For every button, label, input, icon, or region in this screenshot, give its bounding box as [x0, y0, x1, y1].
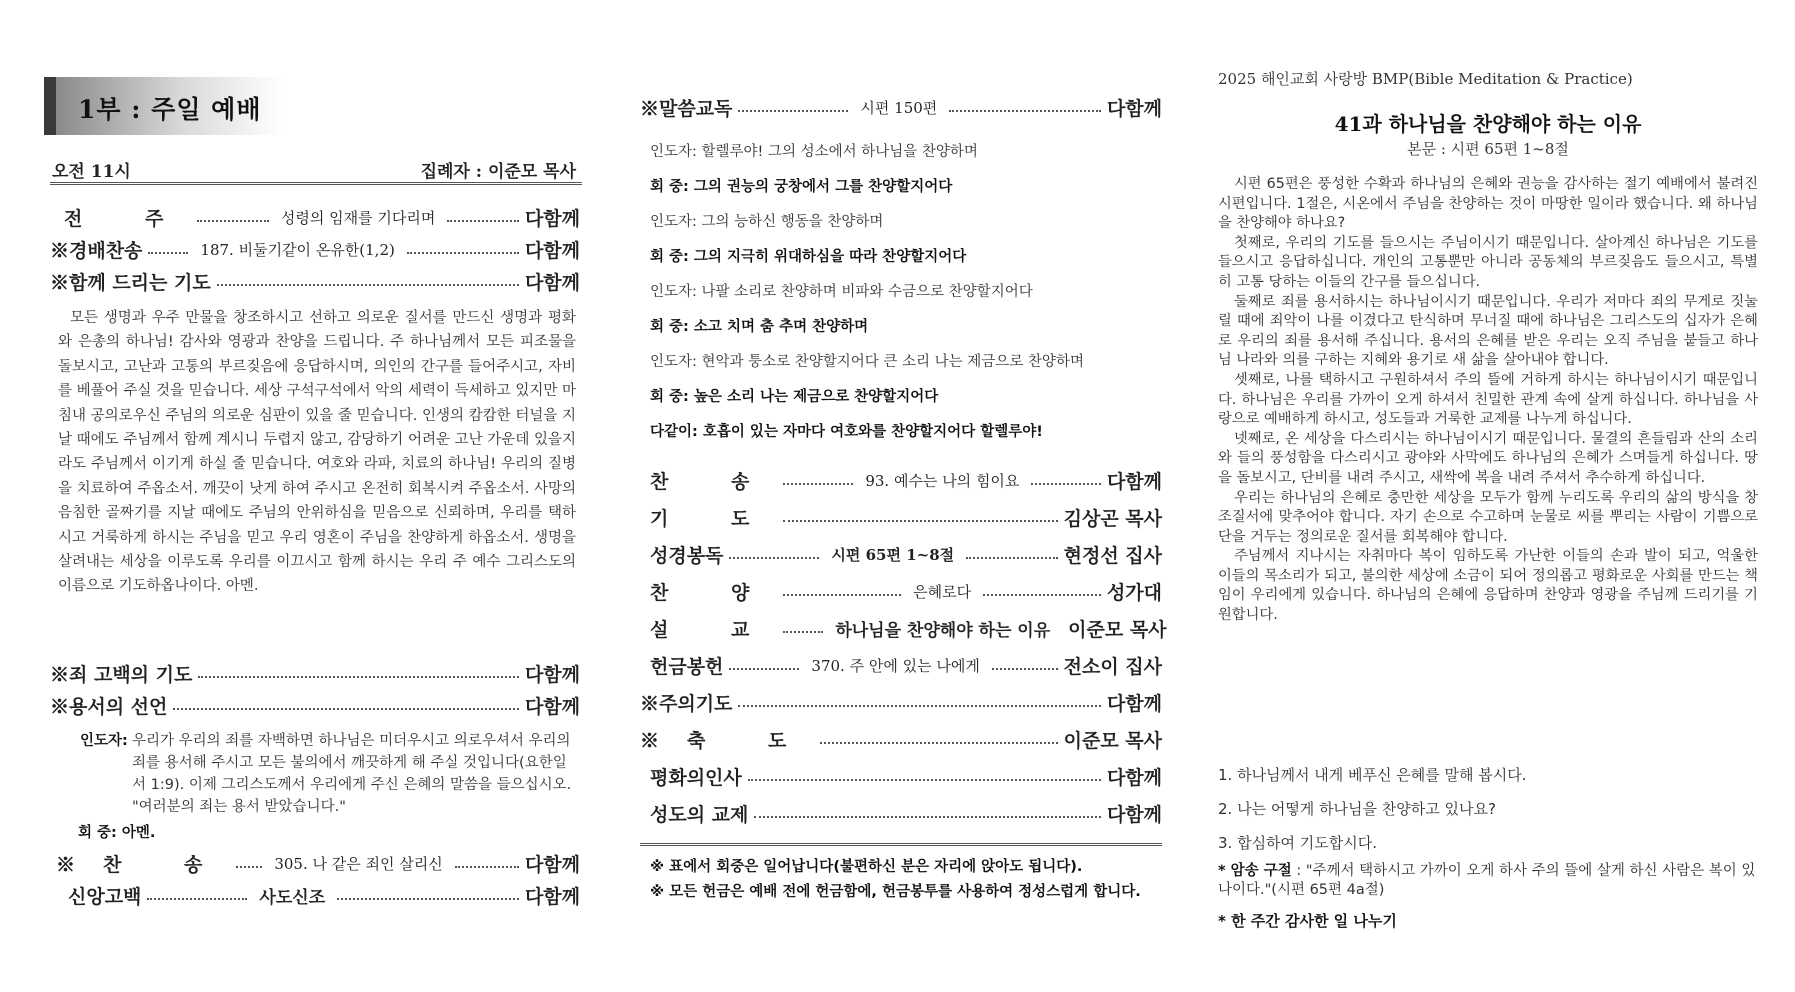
- order-performer: 이준모 목사: [1068, 618, 1167, 641]
- order-label: 설 교: [650, 618, 778, 641]
- responsive-line: 회 중: 그의 권능의 궁창에서 그를 찬양할지어다: [650, 179, 953, 195]
- lesson-paragraph: 둘째로 죄를 용서하시는 하나님이시기 때문입니다. 우리가 저마다 죄의 무게로 짓눌릴 때에 죄악이 나를 이겼다고 탄식하며 무너질 때에 하나님은 그리스도의 십자가 은혜로 우리의 죄를 용서해 주십니다. 용서의 은혜를 받은 우리는 오직 주님을 붙들고 하나님 나라와 의를 구하는 지혜와 용기로 새 삶을 살아내야 합니다.: [1218, 293, 1758, 369]
- leader-dots: [236, 866, 262, 868]
- order-label: ※축 도: [640, 729, 815, 752]
- service-leader: 집례자 : 이준모 목사: [420, 162, 576, 182]
- order-label: ※함께 드리는 기도: [50, 271, 211, 294]
- order-performer: 다함께: [1106, 766, 1162, 789]
- leader-dots: [1031, 483, 1101, 485]
- responsive-line: 인도자: 나팔 소리로 찬양하며 비파와 수금으로 찬양할지어다: [650, 284, 1033, 300]
- leader-dots: [147, 898, 247, 900]
- order-row-benediction: [640, 724, 1162, 754]
- order-detail: 305. 나 같은 죄인 살리신: [274, 854, 443, 873]
- time-leader-bar: [50, 155, 582, 185]
- discussion-question: 2. 나는 어떻게 하나님을 찬양하고 있나요?: [1218, 800, 1496, 818]
- responsive-line: 회 중: 높은 소리 나는 제금으로 찬양할지어다: [650, 389, 939, 405]
- order-performer: 다함께: [524, 663, 580, 686]
- order-performer: 다함께: [524, 853, 580, 876]
- leader-dots: [217, 284, 519, 286]
- leader-dots: [198, 676, 519, 678]
- leader-dots: [820, 742, 1057, 744]
- order-row-creed: [50, 880, 580, 910]
- order-label: 기 도: [650, 507, 778, 530]
- order-row-hymn: [50, 848, 580, 878]
- responsive-line: 다같이: 호흡이 있는 자마다 여호와를 찬양할지어다 할렐루야!: [650, 424, 1043, 440]
- lesson-title: 41과 하나님을 찬양해야 하는 이유: [1334, 112, 1642, 136]
- notes-divider: [640, 843, 1162, 846]
- leader-dots: [966, 557, 1057, 559]
- order-performer: 다함께: [524, 271, 580, 294]
- leader-dots: [748, 779, 1101, 781]
- order-performer: 다함께: [1106, 803, 1162, 826]
- order-label: ※경배찬송: [50, 239, 143, 262]
- order-detail: 187. 비둘기같이 온유한(1,2): [200, 240, 395, 259]
- leader-dots: [992, 668, 1058, 670]
- lesson-paragraph: 우리는 하나님의 은혜로 충만한 세상을 모두가 함께 누리도록 우리의 삶의 방식을 창조질서에 맞추어야 합니다. 자기 손으로 수고하며 눈물로 씨를 뿌리는 사람이 기쁨으로 단을 거두는 정의로운 질서를 회복해야 합니다.: [1218, 489, 1758, 545]
- responsive-line: 인도자: 할렐루야! 그의 성소에서 하나님을 찬양하며: [650, 144, 978, 160]
- responsive-line: 회 중: 소고 치며 춤 추며 찬양하며: [650, 319, 869, 335]
- leader-dots: [447, 220, 519, 222]
- order-row-absolution: [50, 690, 580, 720]
- responsive-line: 회 중: 그의 지극히 위대하심을 따라 찬양할지어다: [650, 249, 967, 265]
- order-detail: 은혜로다: [913, 582, 972, 601]
- order-row-responsive-reading: [640, 92, 1162, 122]
- declaration-text: 우리가 우리의 죄를 자백하면 하나님은 미더우시고 의로우셔서 우리의 죄를 용서해 주시고 모든 불의에서 깨끗하게 해 주실 것입니다(요한일서 1:9). 이제 그리스도께서 우리에게 주신 은혜의 말씀을 들으십시오. "여러분의 죄는 용서 받았습니다.": [132, 733, 572, 815]
- order-row-lords-prayer: [640, 687, 1162, 717]
- order-label: 평화의인사: [650, 766, 742, 789]
- leader-dots: [754, 816, 1101, 818]
- order-label: ※주의기도: [640, 692, 733, 715]
- order-row-anthem: [640, 576, 1162, 606]
- order-performer: 다함께: [524, 885, 580, 908]
- weekly-share-prompt: * 한 주간 감사한 일 나누기: [1218, 912, 1397, 930]
- leader-dots: [983, 594, 1101, 596]
- declaration-speaker: 인도자:: [80, 733, 128, 749]
- order-row-sermon: [640, 613, 1167, 643]
- leader-dots: [783, 631, 823, 633]
- lesson-paragraph: 셋째로, 나를 택하시고 구원하셔서 주의 뜰에 거하게 하시는 하나님이시기 때문입니다. 하나님은 우리를 가까이 오게 하셔서 친밀한 관계 속에 살게 하십니다. 하나님을 사랑으로 예배하게 하시고, 성도들과 거룩한 교제를 나누게 하십니다.: [1218, 371, 1758, 428]
- order-label: 성도의 교제: [650, 803, 749, 826]
- order-performer: 다함께: [524, 695, 580, 718]
- order-detail: 370. 주 안에 있는 나에게: [811, 656, 980, 675]
- leader-dots: [729, 557, 819, 559]
- service-time: 오전 11시: [52, 162, 131, 182]
- leader-dots: [148, 252, 188, 254]
- memory-verse-label: * 암송 구절: [1218, 863, 1292, 879]
- leader-dots: [783, 520, 1057, 522]
- worship-note: ※ 모든 헌금은 예배 전에 헌금함에, 헌금봉투를 사용하여 정성스럽게 합니다.: [650, 884, 1141, 900]
- order-row-fellowship: [640, 798, 1162, 828]
- order-performer: 현정선 집사: [1063, 544, 1162, 567]
- order-label: ※찬 송: [56, 853, 231, 876]
- order-label: 전 주: [64, 207, 192, 230]
- order-detail: 하나님을 찬양해야 하는 이유: [835, 620, 1051, 641]
- order-row-prelude: [50, 202, 580, 232]
- order-performer: 다함께: [1106, 692, 1162, 715]
- order-performer: 다함께: [524, 239, 580, 262]
- order-label: 헌금봉헌: [650, 655, 724, 678]
- lesson-paragraph: 넷째로, 온 세상을 다스리시는 하나님이시기 때문입니다. 물결의 흔들림과 산의 소리와 들의 풍성함을 다스리시고 광야와 사막에도 하나님의 은혜가 스며들게 하십니다. 땅을 돌보시고, 단비를 내려 주시고, 새싹에 복을 내려 주셔서 추수하게 하십니다.: [1218, 430, 1758, 486]
- order-row-hymn2: [640, 465, 1162, 495]
- order-label: ※말씀교독: [640, 97, 733, 120]
- leader-dots: [949, 110, 1101, 112]
- leader-dots: [455, 866, 519, 868]
- order-row-peace-greeting: [640, 761, 1162, 791]
- leader-dots: [783, 594, 901, 596]
- bmp-header: 2025 해인교회 사랑방 BMP(Bible Meditation & Practice): [1218, 70, 1633, 88]
- memory-verse-text: : "주께서 택하시고 가까이 오게 하사 주의 뜰에 살게 하신 사람은 복이 있나이다."(시편 65편 4a절): [1218, 863, 1756, 898]
- leader-dots: [783, 483, 853, 485]
- responsive-line: 인도자: 현악과 퉁소로 찬양할지어다 큰 소리 나는 제금으로 찬양하며: [650, 354, 1084, 370]
- order-label: 성경봉독: [650, 544, 724, 567]
- order-detail: 성령의 임재를 기다리며: [280, 208, 436, 227]
- lesson-paragraph: 첫째로, 우리의 기도를 들으시는 주님이시기 때문입니다. 살아계신 하나님은 기도를 들으시고 응답하십니다. 개인의 고통뿐만 아니라 공동체의 부르짖음도 들으시고, 특별히 고통 당하는 이들의 간구를 들으십니다.: [1218, 234, 1758, 290]
- order-label: 찬 송: [650, 470, 778, 493]
- order-performer: 성가대: [1106, 581, 1163, 604]
- order-performer: 다함께: [524, 207, 581, 230]
- unison-prayer-text: 모든 생명과 우주 만물을 창조하시고 선하고 의로운 질서를 만드신 생명과 평화와 은총의 하나님! 감사와 영광과 찬양을 드립니다. 주 하나님께서 모든 피조물을 돌보시고, 고난과 고통의 부르짖음에 응답하시며, 의인의 간구를 들어주시고, 자비를 베풀어 주실 것을 믿습니다. 세상 구석구석에서 악의 세력이 득세하고 있지만 마침내 공의로우신 주님의 의로운 심판이 있을 줄 믿습니다. 인생의 캄캄한 터널을 지날 때에도 주님께서 함께 계시니 두렵지 않고, 감당하기 어려운 고난 가운데 있을지라도 주님께서 이기게 하실 줄 믿습니다. 여호와 라파, 치료의 하나님! 우리의 질병을 치료하여 주옵소서. 깨끗이 낫게 하여 주시고 온전히 회복시켜 주옵소서. 사망의 음침한 골짜기를 지날 때에도 주님의 안위하심을 믿음으로 신뢰하며, 우리를 택하시고 거룩하게 하시는 주님을 믿고 우리 영혼이 주님을 찬양하게 하옵소서. 생명을 살려내는 세상을 이루도록 우리를 이끄시고 함께 하시는 우리 주 예수 그리스도의 이름으로 기도하옵나이다. 아멘.: [58, 310, 576, 595]
- order-detail: 사도신조: [259, 887, 326, 908]
- service-banner-title: 1부 : 주일 예배: [78, 95, 262, 124]
- order-label: ※용서의 선언: [50, 695, 168, 718]
- lesson-scripture: 본문 : 시편 65편 1~8절: [1407, 140, 1569, 158]
- order-detail: 시편 65편 1~8절: [831, 545, 955, 564]
- leader-dots: [729, 668, 799, 670]
- order-row-prayer: [640, 502, 1162, 532]
- leader-dots: [173, 708, 519, 710]
- order-row-confession: [50, 658, 580, 688]
- leader-dots: [337, 898, 519, 900]
- leader-dots: [407, 252, 519, 254]
- declaration-response: 회 중: 아멘.: [78, 825, 156, 841]
- order-label: ※죄 고백의 기도: [50, 663, 193, 686]
- lesson-paragraph: 주님께서 지나시는 자취마다 복이 임하도록 가난한 이들의 손과 발이 되고, 억울한 이들의 목소리가 되고, 불의한 세상에 소금이 되어 정의롭고 평화로운 사회를 만드는 책임이 우리에게 있습니다. 하나님의 은혜에 응답하며 찬양과 영광을 주님께 드리기를 기원합니다.: [1218, 548, 1758, 624]
- order-label: 찬 양: [650, 581, 778, 604]
- order-performer: 이준모 목사: [1063, 729, 1162, 752]
- discussion-question: 3. 합심하여 기도합시다.: [1218, 834, 1378, 852]
- leader-dots: [738, 110, 848, 112]
- order-detail: 93. 예수는 나의 힘이요: [865, 471, 1020, 490]
- order-row-offering: [640, 650, 1162, 680]
- order-performer: 김상곤 목사: [1063, 507, 1162, 530]
- service-banner: [44, 77, 282, 135]
- order-row-praise-hymn: [50, 234, 580, 264]
- leader-dots: [197, 220, 269, 222]
- order-performer: 다함께: [1106, 97, 1162, 120]
- responsive-line: 인도자: 그의 능하신 행동을 찬양하며: [650, 214, 884, 230]
- absolution-declaration: [80, 730, 580, 844]
- order-detail: 시편 150편: [860, 98, 938, 117]
- order-row-scripture: [640, 539, 1162, 569]
- order-performer: 다함께: [1106, 470, 1162, 493]
- leader-dots: [738, 705, 1101, 707]
- lesson-paragraph: 시편 65편은 풍성한 수확과 하나님의 은혜와 권능을 감사하는 절기 예배에서 불려진 시편입니다. 1절은, 시온에서 주님을 찬양하는 것이 마땅한 일이라 했습니다. 왜 하나님을 찬양해야 하나요?: [1218, 176, 1758, 232]
- order-row-unison-prayer: [50, 266, 580, 296]
- order-label: 신앙고백: [68, 885, 142, 908]
- lesson-body: [1218, 175, 1758, 626]
- memory-verse: [1218, 862, 1758, 900]
- discussion-question: 1. 하나님께서 내게 베푸신 은혜를 말해 봅시다.: [1218, 766, 1527, 784]
- order-performer: 전소이 집사: [1063, 655, 1162, 678]
- worship-note: ※ 표에서 회중은 일어납니다(불편하신 분은 자리에 앉아도 됩니다).: [650, 859, 1083, 875]
